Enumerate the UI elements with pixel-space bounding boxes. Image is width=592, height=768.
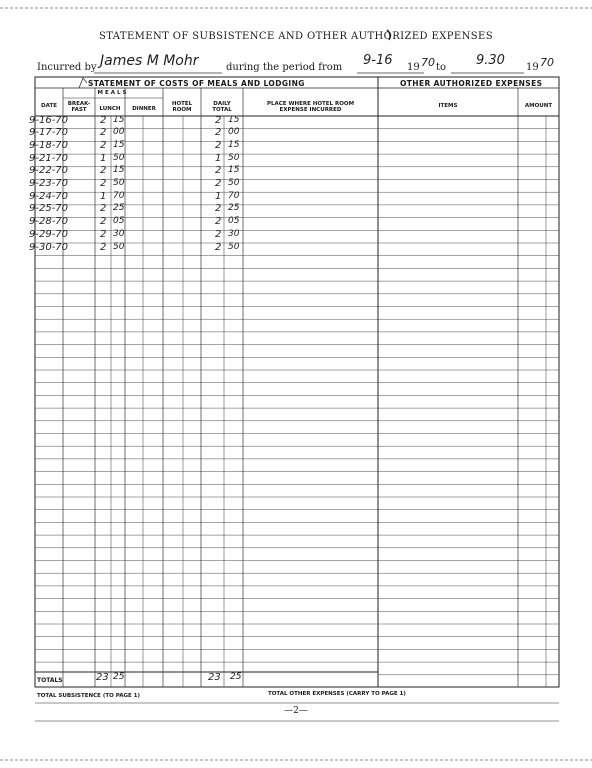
row-lunch-cents: 50 bbox=[113, 178, 125, 188]
row-date: 9-17-70 bbox=[29, 127, 69, 139]
row-date: 9-22-70 bbox=[29, 165, 69, 177]
row-lunch-dollars: 2 bbox=[100, 228, 107, 240]
col-lunch-header: LUNCH bbox=[99, 106, 121, 112]
form-title: STATEMENT OF SUBSISTENCE AND OTHER AUTHORIZED EXPENSES bbox=[99, 31, 493, 42]
period-to-value: 9.30 bbox=[476, 53, 505, 68]
row-daily-dollars: 2 bbox=[215, 114, 222, 126]
row-daily-cents: 25 bbox=[228, 203, 240, 214]
row-date: 9-30-70 bbox=[29, 241, 69, 253]
row-daily-dollars: 2 bbox=[215, 178, 222, 189]
row-lunch-dollars: 2 bbox=[100, 216, 107, 228]
col-date-header: DATE bbox=[41, 103, 57, 109]
row-daily-cents: 15 bbox=[228, 139, 240, 150]
row-lunch-cents: 00 bbox=[113, 127, 125, 138]
col-place-header: PLACE WHERE HOTEL ROOM EXPENSE INCURRED bbox=[266, 101, 355, 113]
row-date: 9-24-70 bbox=[29, 190, 69, 202]
totals-label: TOTALS bbox=[37, 677, 63, 684]
row-daily-cents: 05 bbox=[228, 216, 240, 227]
row-daily-cents: 15 bbox=[228, 114, 240, 125]
row-daily-dollars: 1 bbox=[215, 190, 222, 202]
year-prefix-2: 19 bbox=[526, 62, 539, 73]
total-other-label: TOTAL OTHER EXPENSES (CARRY TO PAGE 1) bbox=[268, 691, 406, 697]
row-daily-cents: 00 bbox=[228, 127, 240, 138]
row-lunch-cents: 15 bbox=[113, 114, 125, 125]
year-suffix-2: 70 bbox=[540, 56, 554, 69]
year-suffix-1: 70 bbox=[421, 56, 435, 69]
row-daily-dollars: 2 bbox=[215, 228, 222, 240]
row-lunch-cents: 70 bbox=[113, 190, 125, 201]
totals-daily-dollars: 23 bbox=[208, 672, 221, 683]
row-lunch-dollars: 2 bbox=[100, 241, 107, 253]
totals-lunch-dollars: 23 bbox=[96, 672, 109, 683]
year-prefix-1: 19 bbox=[407, 62, 420, 73]
row-lunch-cents: 15 bbox=[113, 139, 125, 150]
col-amount-header: AMOUNT bbox=[524, 103, 553, 109]
totals-daily-cents: 25 bbox=[230, 672, 242, 682]
row-daily-cents: 50 bbox=[228, 241, 240, 252]
col-breakfast-header: BREAK- FAST bbox=[67, 101, 91, 113]
row-lunch-dollars: 2 bbox=[100, 114, 107, 126]
row-daily-cents: 15 bbox=[228, 165, 240, 176]
row-daily-dollars: 2 bbox=[215, 241, 222, 253]
row-lunch-cents: 50 bbox=[113, 241, 125, 252]
total-subsistence-label: TOTAL SUBSISTENCE (TO PAGE 1) bbox=[37, 693, 141, 699]
meals-group-header: MEALS bbox=[97, 90, 129, 96]
col-items-header: ITEMS bbox=[438, 103, 458, 109]
row-lunch-cents: 30 bbox=[113, 228, 125, 239]
totals-lunch-cents: 25 bbox=[113, 672, 125, 682]
row-lunch-dollars: 2 bbox=[100, 139, 107, 151]
period-label: during the period from bbox=[226, 62, 343, 73]
other-section-header: OTHER AUTHORIZED EXPENSES bbox=[400, 79, 543, 88]
incurred-by-label: Incurred by bbox=[37, 62, 97, 73]
row-date: 9-23-70 bbox=[29, 178, 69, 189]
row-date: 9-28-70 bbox=[29, 216, 69, 228]
row-daily-dollars: 2 bbox=[215, 139, 222, 151]
row-lunch-cents: 50 bbox=[113, 152, 125, 163]
row-daily-dollars: 2 bbox=[215, 216, 222, 228]
row-daily-dollars: 2 bbox=[215, 127, 222, 139]
row-date: 9-29-70 bbox=[29, 228, 69, 240]
row-lunch-cents: 15 bbox=[113, 165, 125, 176]
row-lunch-cents: 05 bbox=[113, 216, 125, 227]
row-lunch-dollars: 2 bbox=[100, 165, 107, 177]
row-daily-cents: 30 bbox=[228, 228, 240, 239]
row-lunch-dollars: 2 bbox=[100, 203, 107, 215]
row-daily-cents: 50 bbox=[228, 152, 240, 163]
row-date: 9-21-70 bbox=[29, 152, 69, 164]
row-date: 9-18-70 bbox=[29, 139, 69, 151]
page-number: —2— bbox=[284, 706, 308, 716]
row-lunch-dollars: 1 bbox=[100, 190, 107, 202]
row-daily-cents: 50 bbox=[228, 178, 240, 188]
row-lunch-cents: 25 bbox=[113, 203, 125, 214]
row-lunch-dollars: 2 bbox=[100, 178, 107, 189]
row-date: 9-16-70 bbox=[29, 114, 69, 126]
row-daily-dollars: 2 bbox=[215, 203, 222, 215]
row-daily-cents: 70 bbox=[228, 190, 240, 201]
row-daily-dollars: 1 bbox=[215, 152, 222, 164]
row-lunch-dollars: 2 bbox=[100, 127, 107, 139]
row-lunch-dollars: 1 bbox=[100, 152, 107, 164]
incurred-by-name: James M Mohr bbox=[100, 53, 199, 69]
to-label: to bbox=[436, 62, 447, 73]
row-daily-dollars: 2 bbox=[215, 165, 222, 177]
col-hotel-room-header: HOTEL ROOM bbox=[171, 101, 193, 113]
col-daily-total-header: DAILY TOTAL bbox=[212, 101, 232, 113]
period-from-value: 9-16 bbox=[363, 53, 393, 68]
meals-section-header: STATEMENT OF COSTS OF MEALS AND LODGING bbox=[88, 79, 305, 88]
row-date: 9-25-70 bbox=[29, 203, 69, 215]
col-dinner-header: DINNER bbox=[132, 106, 156, 112]
